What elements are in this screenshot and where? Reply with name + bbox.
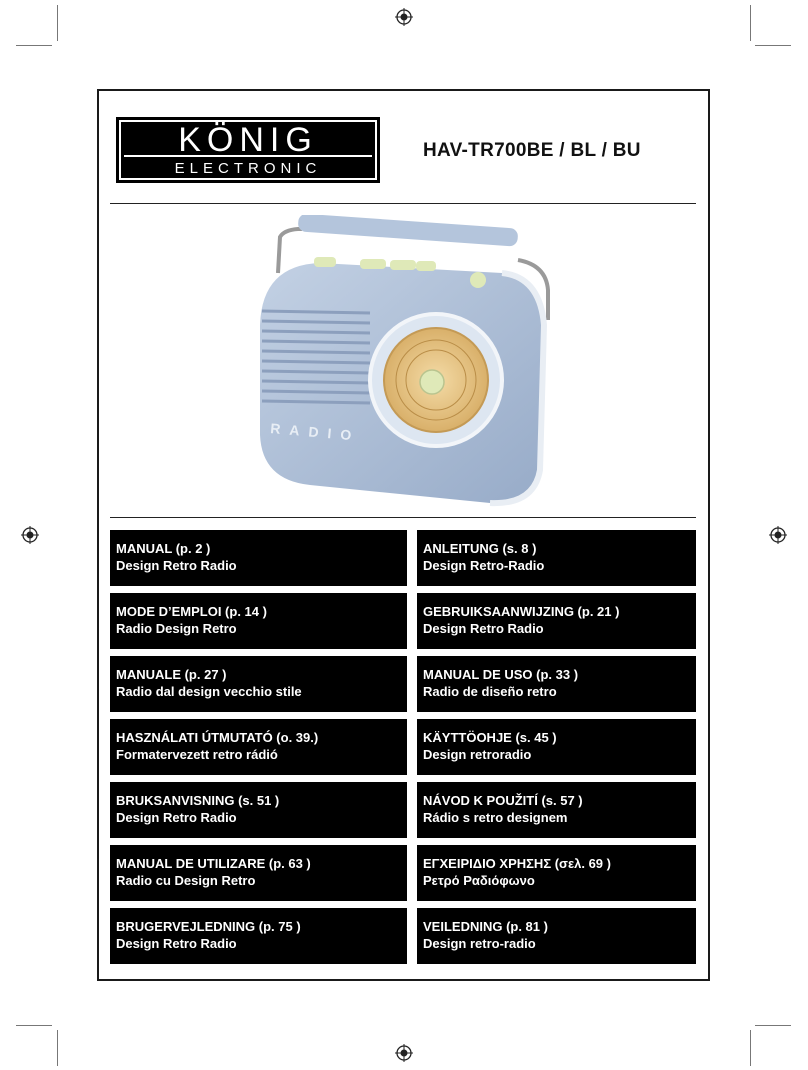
manual-title: MANUALE (p. 27 ) [116, 667, 227, 682]
manual-title: MANUAL DE USO (p. 33 ) [423, 667, 579, 682]
manual-entry [417, 530, 696, 586]
crop-mark [16, 45, 52, 46]
manual-entry [110, 908, 407, 964]
manual-subtitle: Design Retro Radio [116, 936, 237, 951]
manual-subtitle: Ρετρό Ραδιόφωνο [423, 873, 535, 888]
manual-title: MANUAL (p. 2 ) [116, 541, 211, 556]
manual-title: MANUAL DE UTILIZARE (p. 63 ) [116, 856, 311, 871]
manual-subtitle: Design Retro-Radio [423, 558, 545, 573]
manual-entry [110, 656, 407, 712]
manual-entry [417, 782, 696, 838]
manual-subtitle: Radio dal design vecchio stile [116, 684, 302, 699]
manual-entry [417, 845, 696, 901]
crop-mark [16, 1025, 52, 1026]
svg-text:RADIO: RADIO [269, 420, 361, 444]
manual-subtitle: Radio de diseño retro [423, 684, 557, 699]
crop-mark [755, 45, 791, 46]
retro-radio-illustration [240, 215, 570, 510]
manual-subtitle: Design Retro Radio [116, 810, 237, 825]
svg-text:KÖNIG: KÖNIG [178, 121, 318, 159]
manual-subtitle: Design retro-radio [423, 936, 536, 951]
manual-entry [110, 845, 407, 901]
manual-title: MODE D’EMPLOI (p. 14 ) [116, 604, 267, 619]
manual-entry [417, 656, 696, 712]
manual-title: BRUKSANVISNING (s. 51 ) [116, 793, 280, 808]
manual-title: NÁVOD K POUŽITÍ (s. 57 ) [423, 793, 583, 808]
crop-mark [755, 1025, 791, 1026]
manual-title: HASZNÁLATI ÚTMUTATÓ (o. 39.) [116, 730, 319, 745]
manual-subtitle: Formatervezett retro rádió [116, 747, 278, 762]
crop-mark [57, 5, 58, 41]
manual-entry [417, 719, 696, 775]
manual-title: BRUGERVEJLEDNING (p. 75 ) [116, 919, 301, 934]
svg-text:ELECTRONIC: ELECTRONIC [174, 160, 322, 177]
crop-mark [750, 1030, 751, 1066]
manual-title: VEILEDNING (p. 81 ) [423, 919, 548, 934]
manual-title: ΕΓΧΕΙΡΙΔΙΟ ΧΡΗΣΗΣ (σελ. 69 ) [423, 856, 611, 871]
konig-electronic-logo [116, 117, 380, 183]
manual-subtitle: Rádio s retro designem [423, 810, 568, 825]
registration-mark-icon [769, 526, 787, 544]
registration-mark-icon [395, 1044, 413, 1062]
header-divider [110, 203, 696, 204]
manual-subtitle: Radio cu Design Retro [116, 873, 256, 888]
manual-entry [417, 593, 696, 649]
crop-mark [750, 5, 751, 41]
manual-subtitle: Design Retro Radio [116, 558, 237, 573]
manual-entry [110, 782, 407, 838]
manual-entry [417, 908, 696, 964]
manual-entry [110, 593, 407, 649]
image-divider [110, 517, 696, 518]
manual-subtitle: Design Retro Radio [423, 621, 544, 636]
manual-subtitle: Radio Design Retro [116, 621, 237, 636]
crop-mark [57, 1030, 58, 1066]
manual-entry [110, 719, 407, 775]
registration-mark-icon [395, 8, 413, 26]
manual-entry [110, 530, 407, 586]
model-number: HAV-TR700BE / BL / BU [423, 140, 641, 161]
manual-title: ANLEITUNG (s. 8 ) [423, 541, 537, 556]
manual-title: GEBRUIKSAANWIJZING (p. 21 ) [423, 604, 620, 619]
manual-title: KÄYTTÖOHJE (s. 45 ) [423, 730, 557, 745]
manual-subtitle: Design retroradio [423, 747, 532, 762]
registration-mark-icon [21, 526, 39, 544]
